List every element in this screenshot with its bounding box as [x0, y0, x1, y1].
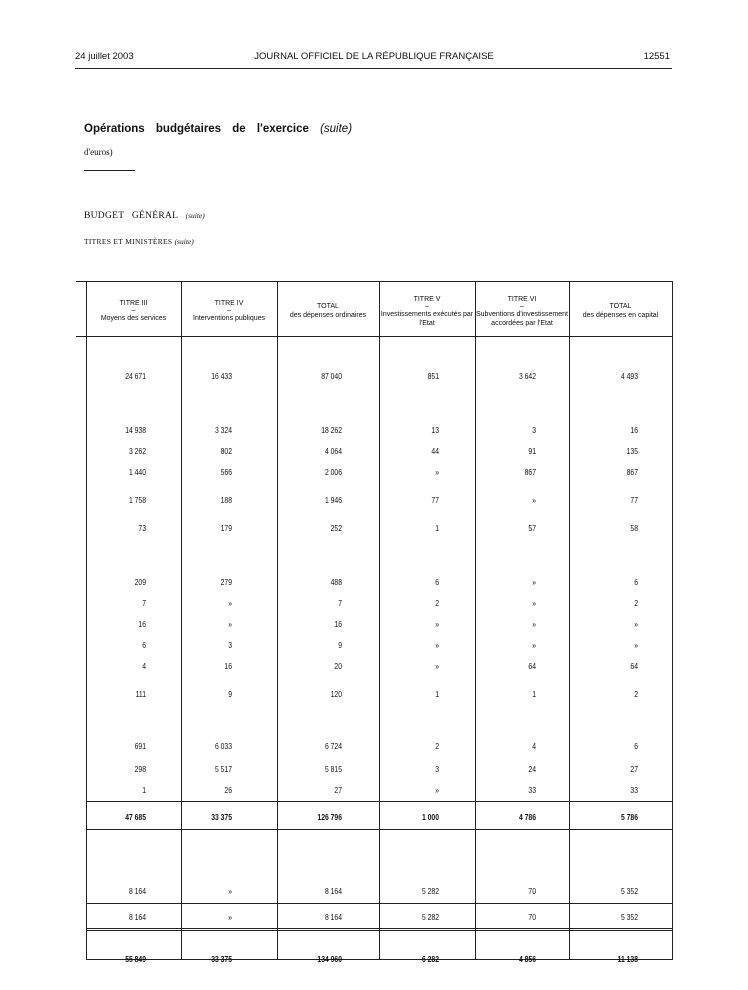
- column-title: TOTAL: [317, 303, 339, 310]
- table-cell: 77: [630, 496, 638, 505]
- column-divider: [672, 281, 673, 959]
- table-cell: 3: [532, 426, 536, 435]
- table-cell: 1: [142, 786, 146, 795]
- column-subtitle: Moyens des services: [100, 315, 167, 322]
- column-subtitle: des dépenses en capital: [582, 312, 659, 319]
- column-title: TITRE V: [413, 295, 441, 303]
- table-cell: 9: [228, 690, 232, 699]
- table-cell: 4 786: [518, 813, 536, 822]
- table-cell: 33 375: [211, 955, 232, 964]
- row-rule: [86, 903, 673, 904]
- column-title: TOTAL: [609, 303, 632, 310]
- table-cell: 126 796: [317, 813, 342, 822]
- table-cell: 77: [431, 496, 439, 505]
- table-top-rule: [76, 281, 673, 282]
- table-cell: 8 164: [324, 887, 342, 896]
- table-cell: 252: [330, 524, 342, 533]
- table-cell: 16: [334, 620, 342, 629]
- table-cell: 279: [220, 578, 232, 587]
- column-header: [570, 287, 671, 335]
- table-cell: 2: [435, 599, 439, 608]
- column-header: [87, 287, 180, 335]
- titres-label: TITRES ET MINISTÈRES: [84, 237, 173, 246]
- table-cell: 16 433: [211, 372, 232, 381]
- column-subtitle: Investissements exécutés par l'Etat: [380, 310, 474, 327]
- table-cell: 64: [528, 662, 536, 671]
- table-cell: 120: [330, 690, 342, 699]
- column-divider: [379, 281, 380, 959]
- table-cell: 20: [334, 662, 342, 671]
- table-cell: »: [532, 599, 536, 608]
- table-cell: »: [228, 887, 232, 896]
- column-title: TITRE III: [119, 300, 148, 307]
- table-cell: 5 352: [620, 887, 638, 896]
- table-cell: 7: [338, 599, 342, 608]
- table-cell: 6 033: [214, 742, 232, 751]
- table-cell: 4 856: [518, 955, 536, 964]
- table-cell: 18 262: [321, 426, 342, 435]
- table-cell: »: [435, 662, 439, 671]
- column-dash: –: [425, 302, 429, 310]
- table-cell: 1 758: [128, 496, 146, 505]
- table-cell: 44: [431, 447, 439, 456]
- table-cell: »: [435, 786, 439, 795]
- table-cell: 209: [134, 578, 146, 587]
- table-cell: 4: [142, 662, 146, 671]
- table-cell: »: [228, 599, 232, 608]
- column-header: [182, 287, 276, 335]
- table-cell: 2: [634, 599, 638, 608]
- budget-table: [76, 281, 672, 964]
- column-subtitle: Subventions d'investissement accordées par l'Etat: [476, 310, 568, 327]
- table-cell: 14 938: [125, 426, 146, 435]
- table-cell: 691: [134, 742, 146, 751]
- table-cell: 16: [224, 662, 232, 671]
- section-title-suite: (suite): [320, 123, 353, 135]
- column-divider: [569, 281, 570, 959]
- section-title: [84, 123, 352, 135]
- table-cell: 24 671: [125, 372, 146, 381]
- table-cell: 9: [338, 641, 342, 650]
- column-divider: [277, 281, 278, 959]
- table-cell: 802: [220, 447, 232, 456]
- table-cell: 57: [528, 524, 536, 533]
- table-cell: 8 164: [128, 913, 146, 922]
- table-cell: 33: [630, 786, 638, 795]
- table-cell: 33 375: [211, 813, 232, 822]
- table-cell: 298: [134, 765, 146, 774]
- table-cell: 87 040: [321, 372, 342, 381]
- table-cell: 2 006: [324, 468, 342, 477]
- budget-heading: [84, 211, 205, 221]
- table-cell: 5 282: [421, 887, 439, 896]
- table-cell: »: [435, 641, 439, 650]
- table-cell: 6: [435, 578, 439, 587]
- column-title: TITRE VI: [507, 295, 537, 303]
- journal-title: JOURNAL OFFICIEL DE LA RÉPUBLIQUE FRANÇAISE: [254, 51, 494, 62]
- table-cell: 7: [142, 599, 146, 608]
- table-cell: 3: [435, 765, 439, 774]
- column-header: [278, 287, 378, 335]
- table-cell: 6: [142, 641, 146, 650]
- column-title: TITRE IV: [214, 300, 244, 307]
- table-cell: »: [435, 620, 439, 629]
- table-cell: »: [435, 468, 439, 477]
- column-header: [476, 287, 568, 335]
- table-cell: 488: [330, 578, 342, 587]
- table-cell: 6 724: [324, 742, 342, 751]
- table-cell: 1 440: [128, 468, 146, 477]
- table-cell: 179: [220, 524, 232, 533]
- table-cell: 16: [138, 620, 146, 629]
- table-cell: 4: [532, 742, 536, 751]
- table-cell: 73: [138, 524, 146, 533]
- table-cell: »: [532, 578, 536, 587]
- column-dash: –: [131, 307, 136, 314]
- table-cell: 5 786: [620, 813, 638, 822]
- table-cell: 64: [630, 662, 638, 671]
- table-cell: 566: [220, 468, 232, 477]
- table-header-rule: [76, 336, 673, 337]
- table-cell: »: [634, 620, 638, 629]
- table-cell: 26: [224, 786, 232, 795]
- table-cell: 851: [427, 372, 439, 381]
- column-dash: –: [520, 302, 524, 310]
- table-cell: 4 064: [324, 447, 342, 456]
- column-divider: [86, 281, 87, 959]
- table-cell: 134 960: [317, 955, 342, 964]
- table-cell: 1: [435, 524, 439, 533]
- table-cell: 47 685: [125, 813, 146, 822]
- page-number: 12551: [643, 51, 670, 62]
- table-cell: 70: [528, 887, 536, 896]
- table-cell: 135: [626, 447, 638, 456]
- table-cell: 27: [630, 765, 638, 774]
- table-cell: 1 946: [324, 496, 342, 505]
- titres-heading: [84, 237, 194, 246]
- table-cell: 58: [630, 524, 638, 533]
- budget-suite: (suite): [185, 211, 205, 220]
- table-cell: 24: [528, 765, 536, 774]
- column-dash: –: [227, 307, 231, 314]
- short-rule: [84, 170, 135, 171]
- table-cell: 11 138: [617, 955, 638, 964]
- table-cell: »: [532, 641, 536, 650]
- table-cell: 111: [135, 690, 146, 699]
- table-cell: 33: [528, 786, 536, 795]
- table-cell: 13: [431, 426, 439, 435]
- table-cell: 1: [435, 690, 439, 699]
- table-cell: 1 000: [421, 813, 439, 822]
- table-cell: 4 493: [620, 372, 638, 381]
- column-header: [380, 287, 474, 335]
- grand-total-rule: [86, 928, 673, 931]
- table-cell: 5 815: [324, 765, 342, 774]
- table-cell: 6 282: [421, 955, 439, 964]
- table-cell: 6: [634, 742, 638, 751]
- table-cell: »: [532, 496, 536, 505]
- table-cell: 2: [634, 690, 638, 699]
- table-cell: 3: [228, 641, 232, 650]
- table-cell: »: [228, 620, 232, 629]
- table-cell: 5 282: [421, 913, 439, 922]
- table-cell: 8 164: [128, 887, 146, 896]
- header-date: 24 juillet 2003: [75, 51, 134, 62]
- table-cell: 2: [435, 742, 439, 751]
- row-rule: [86, 801, 673, 802]
- table-cell: 3 642: [518, 372, 536, 381]
- table-cell: »: [228, 913, 232, 922]
- table-cell: 27: [334, 786, 342, 795]
- table-cell: 6: [634, 578, 638, 587]
- table-cell: 1: [532, 690, 536, 699]
- table-cell: 91: [528, 447, 536, 456]
- row-rule: [86, 829, 673, 830]
- table-cell: 3 324: [214, 426, 232, 435]
- table-cell: »: [532, 620, 536, 629]
- column-subtitle: Interventions publiques: [193, 315, 265, 322]
- section-title-text: Opérations budgétaires de l'exercice: [84, 123, 309, 135]
- units-label: d'euros): [84, 147, 113, 157]
- table-cell: 55 849: [125, 955, 146, 964]
- table-cell: 5 352: [620, 913, 638, 922]
- table-bottom-rule: [86, 959, 673, 960]
- column-subtitle: des dépenses ordinaires: [289, 312, 367, 319]
- budget-label: BUDGET GÉNÉRAL: [84, 211, 178, 221]
- table-cell: 16: [630, 426, 638, 435]
- table-cell: 188: [220, 496, 232, 505]
- table-cell: 70: [528, 913, 536, 922]
- titres-suite: (suite): [174, 237, 194, 246]
- table-cell: 3 262: [128, 447, 146, 456]
- column-divider: [475, 281, 476, 959]
- table-cell: »: [634, 641, 638, 650]
- header-rule: [75, 68, 672, 69]
- table-cell: 5 517: [214, 765, 232, 774]
- table-cell: 867: [524, 468, 536, 477]
- table-cell: 8 164: [324, 913, 342, 922]
- table-cell: 867: [626, 468, 638, 477]
